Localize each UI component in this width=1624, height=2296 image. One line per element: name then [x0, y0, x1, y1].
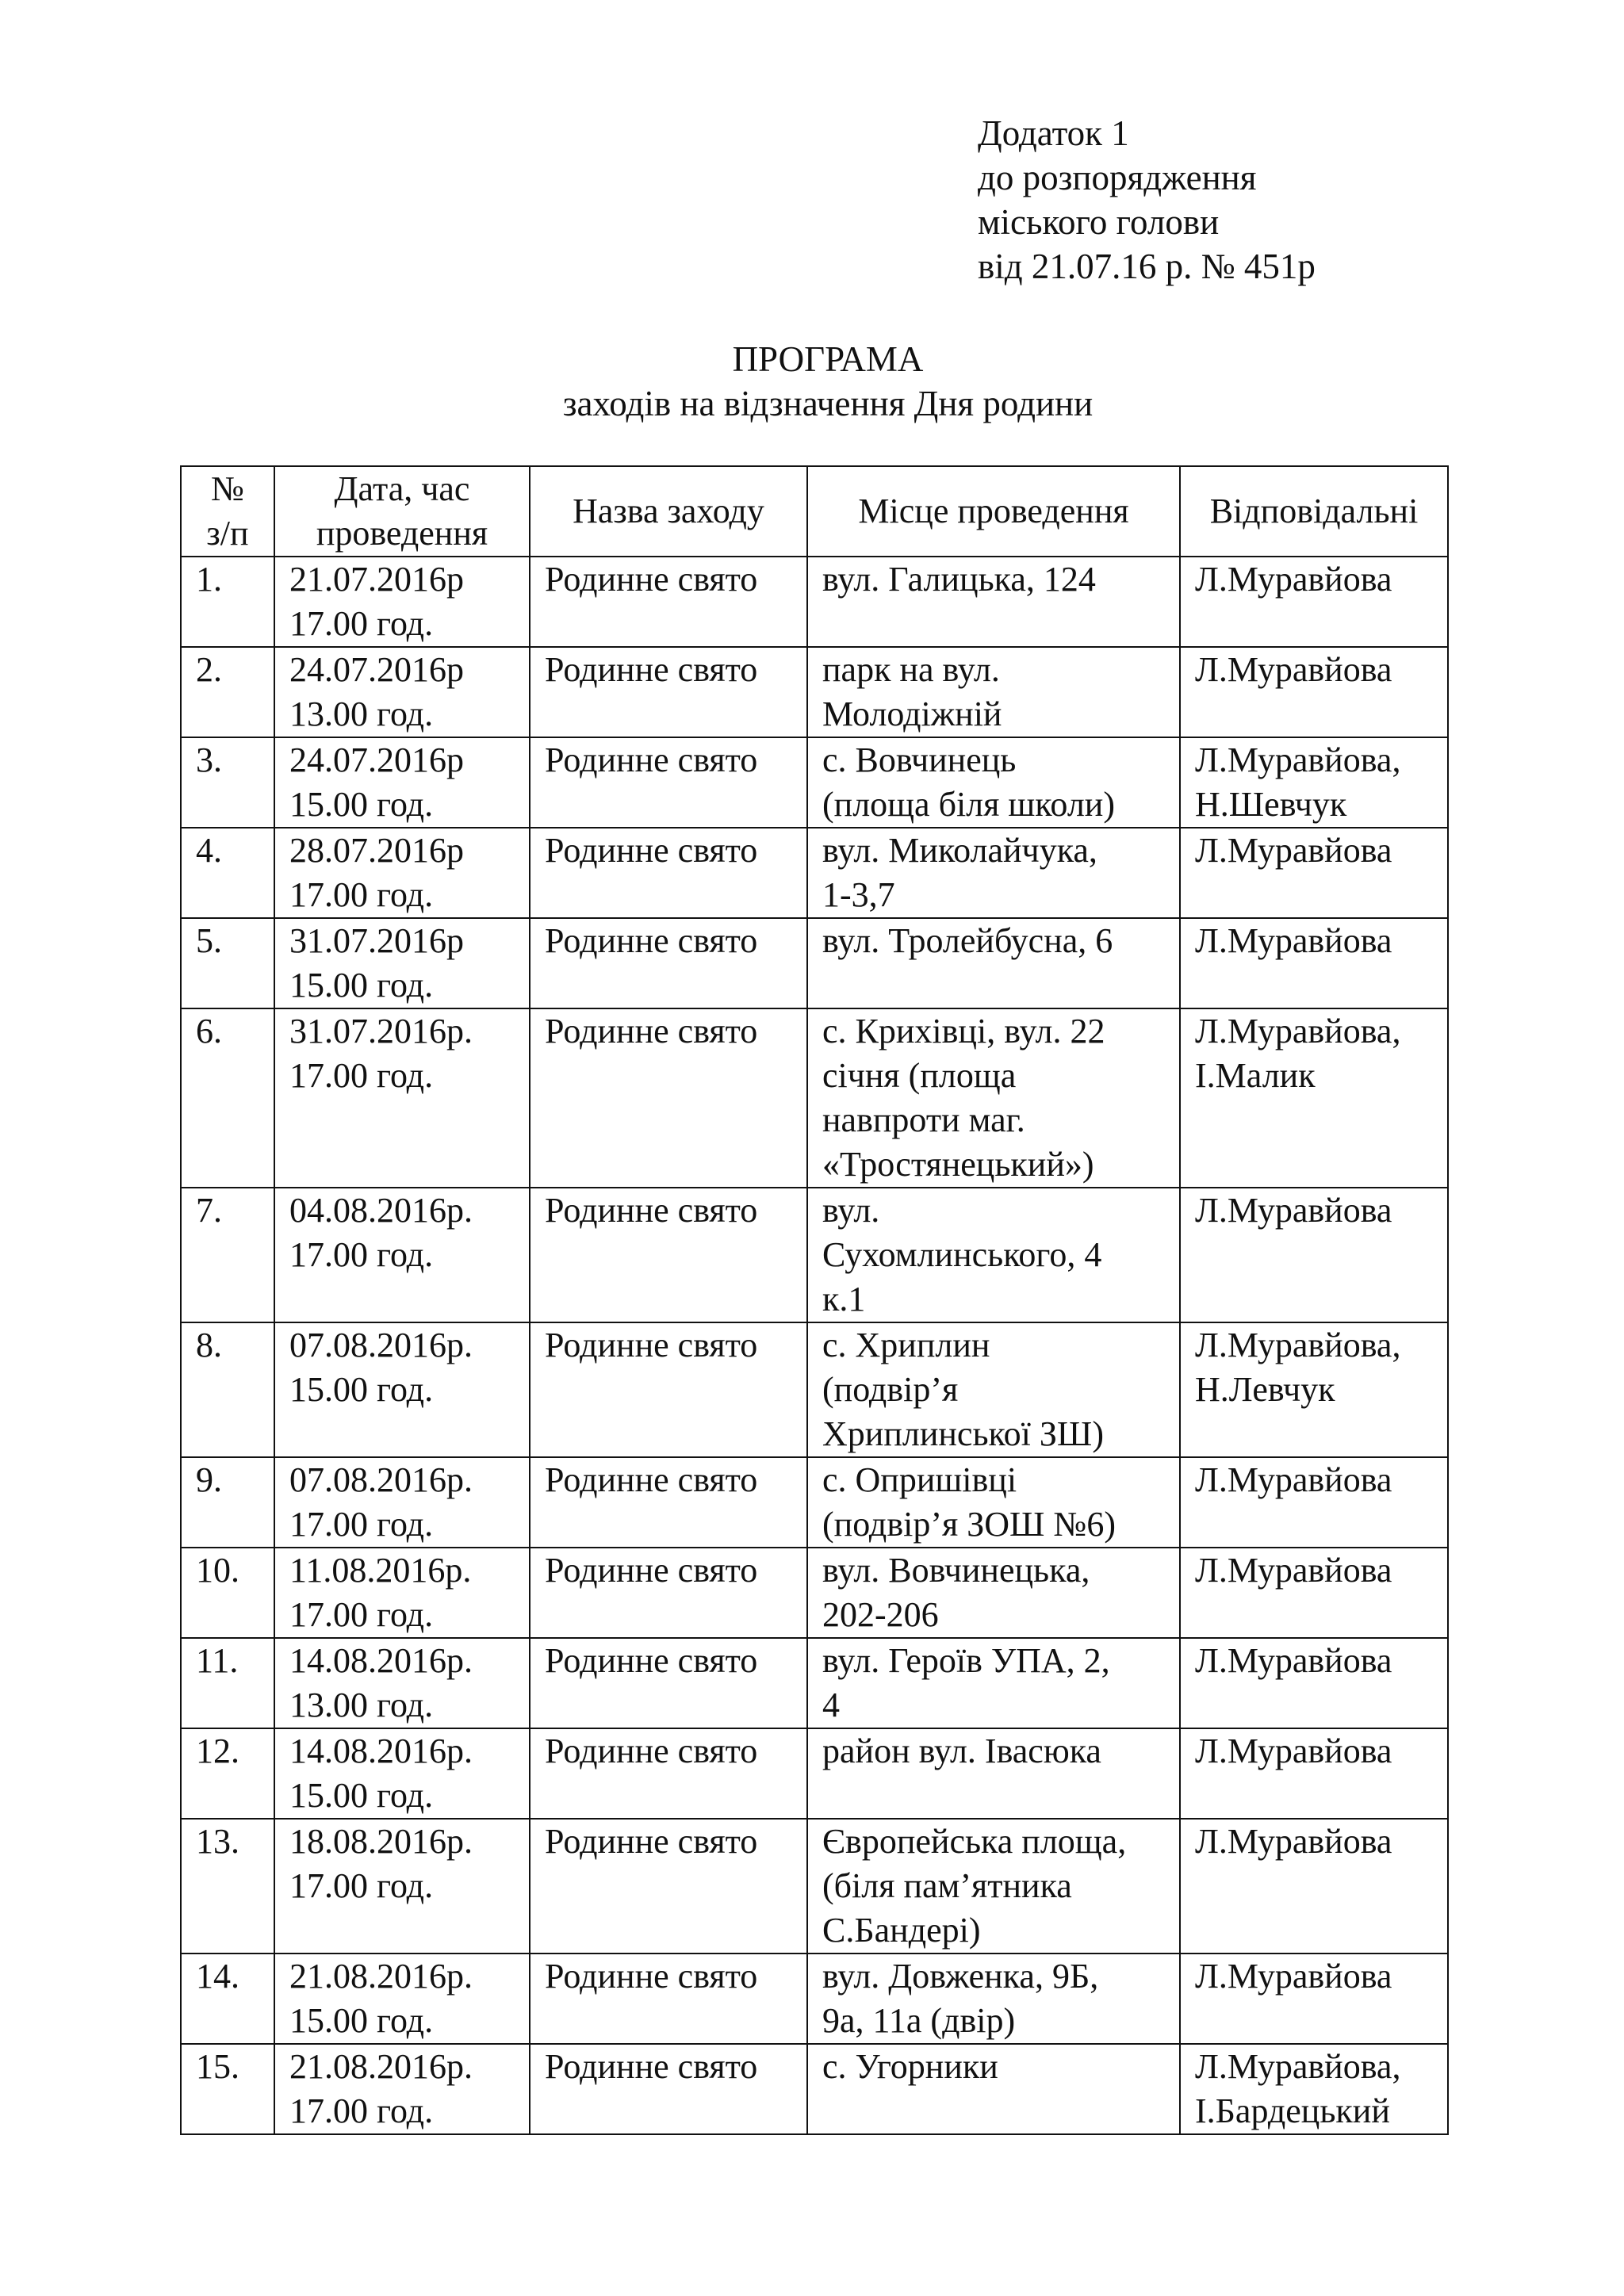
event-time: 17.00 год. [289, 2091, 434, 2130]
cell-event-name [530, 737, 807, 828]
cell-place [807, 647, 1180, 737]
cell-event-name [530, 1728, 807, 1819]
table-row [181, 647, 1448, 737]
place-line: (подвір’я ЗОШ №6) [822, 1505, 1116, 1544]
table-row [181, 918, 1448, 1008]
place-line: Молодіжній [822, 695, 1002, 733]
cell-date-time [274, 557, 530, 647]
responsible-line: Л.Муравйова, [1195, 1326, 1401, 1364]
event-date: 21.08.2016р. [289, 2047, 473, 2086]
event-date: 21.07.2016р [289, 560, 464, 599]
cell-place [807, 1638, 1180, 1728]
place-line: вул. [822, 1191, 880, 1230]
event-time: 17.00 год. [289, 604, 434, 643]
event-date: 21.08.2016р. [289, 1957, 473, 1996]
header-date [274, 466, 530, 557]
program-table [180, 465, 1449, 2135]
place-line: к.1 [822, 1280, 866, 1318]
title-main: ПРОГРАМА [732, 339, 924, 379]
table-row [181, 1954, 1448, 2044]
table-body [181, 557, 1448, 2134]
table-row [181, 1728, 1448, 1819]
cell-num [181, 1638, 274, 1728]
title-subtitle: заходів на відзначення Дня родини [562, 384, 1094, 423]
cell-date-time [274, 1457, 530, 1548]
cell-num [181, 1548, 274, 1638]
cell-place [807, 1188, 1180, 1322]
row-number: 4. [196, 831, 222, 870]
table-row [181, 1638, 1448, 1728]
cell-responsible [1180, 1322, 1448, 1457]
cell-date-time [274, 1819, 530, 1954]
responsible-line: Л.Муравйова [1195, 1732, 1392, 1770]
event-date: 24.07.2016р [289, 740, 464, 779]
event-name: Родинне свято [545, 1641, 758, 1680]
place-line: січня (площа [822, 1056, 1017, 1095]
table-row [181, 1188, 1448, 1322]
cell-responsible [1180, 1457, 1448, 1548]
cell-event-name [530, 918, 807, 1008]
cell-responsible [1180, 737, 1448, 828]
cell-date-time [274, 2044, 530, 2134]
responsible-line: І.Бардецький [1195, 2091, 1390, 2130]
cell-place [807, 1457, 1180, 1548]
event-name: Родинне свято [545, 1326, 758, 1364]
responsible-line: Н.Левчук [1195, 1370, 1335, 1409]
event-time: 17.00 год. [289, 1505, 434, 1544]
cell-event-name [530, 1819, 807, 1954]
table-header-row [181, 466, 1448, 557]
row-number: 9. [196, 1460, 222, 1499]
cell-place [807, 557, 1180, 647]
cell-place [807, 1322, 1180, 1457]
cell-responsible [1180, 918, 1448, 1008]
place-line: с. Вовчинець [822, 740, 1017, 779]
cell-place [807, 828, 1180, 918]
cell-date-time [274, 1548, 530, 1638]
cell-place [807, 918, 1180, 1008]
event-time: 17.00 год. [289, 1595, 434, 1634]
cell-place [807, 1819, 1180, 1954]
event-time: 15.00 год. [289, 1370, 434, 1409]
place-line: С.Бандері) [822, 1911, 981, 1950]
event-date: 28.07.2016р [289, 831, 464, 870]
responsible-line: Л.Муравйова [1195, 1191, 1392, 1230]
row-number: 6. [196, 1012, 222, 1050]
cell-date-time [274, 918, 530, 1008]
responsible-line: Л.Муравйова, [1195, 740, 1401, 779]
row-number: 1. [196, 560, 222, 599]
event-date: 14.08.2016р. [289, 1641, 473, 1680]
event-name: Родинне свято [545, 650, 758, 689]
event-date: 07.08.2016р. [289, 1326, 473, 1364]
event-time: 13.00 год. [289, 695, 434, 733]
event-date: 31.07.2016р [289, 921, 464, 960]
cell-event-name [530, 1457, 807, 1548]
responsible-line: Л.Муравйова [1195, 1641, 1392, 1680]
event-time: 15.00 год. [289, 1776, 434, 1815]
cell-num [181, 557, 274, 647]
cell-responsible [1180, 1008, 1448, 1188]
table-row [181, 1819, 1448, 1954]
row-number: 10. [196, 1551, 239, 1590]
responsible-line: Л.Муравйова [1195, 1957, 1392, 1996]
place-line: (біля пам’ятника [822, 1866, 1072, 1905]
place-line: вул. Героїв УПА, 2, [822, 1641, 1110, 1680]
place-line: навпроти маг. [822, 1100, 1025, 1139]
cell-event-name [530, 1322, 807, 1457]
cell-place [807, 1008, 1180, 1188]
place-line: 202-206 [822, 1595, 939, 1634]
cell-event-name [530, 557, 807, 647]
responsible-line: Л.Муравйова, [1195, 2047, 1401, 2086]
event-time: 17.00 год. [289, 1866, 434, 1905]
cell-responsible [1180, 2044, 1448, 2134]
responsible-line: Л.Муравйова, [1195, 1012, 1401, 1050]
cell-date-time [274, 1008, 530, 1188]
responsible-line: Л.Муравйова [1195, 650, 1392, 689]
header-date-line-2: проведення [316, 514, 488, 553]
event-time: 15.00 год. [289, 966, 434, 1004]
row-number: 12. [196, 1732, 239, 1770]
table-row [181, 1008, 1448, 1188]
event-time: 17.00 год. [289, 1235, 434, 1274]
responsible-line: Л.Муравйова [1195, 831, 1392, 870]
header-date-line-1: Дата, час [334, 469, 470, 508]
header-name: Назва заходу [530, 466, 807, 557]
table-row [181, 1457, 1448, 1548]
place-line: с. Хриплин [822, 1326, 990, 1364]
event-date: 07.08.2016р. [289, 1460, 473, 1499]
table-row [181, 2044, 1448, 2134]
place-line: с. Угорники [822, 2047, 998, 2086]
cell-date-time [274, 828, 530, 918]
cell-date-time [274, 1322, 530, 1457]
place-line: с. Опришівці [822, 1460, 1017, 1499]
event-name: Родинне свято [545, 560, 758, 599]
event-date: 31.07.2016р. [289, 1012, 473, 1050]
event-date: 11.08.2016р. [289, 1551, 472, 1590]
event-name: Родинне свято [545, 1732, 758, 1770]
place-line: вул. Миколайчука, [822, 831, 1097, 870]
event-time: 17.00 год. [289, 875, 434, 914]
cell-event-name [530, 1548, 807, 1638]
place-line: 1-3,7 [822, 875, 895, 914]
cell-event-name [530, 647, 807, 737]
event-name: Родинне свято [545, 921, 758, 960]
cell-responsible [1180, 1548, 1448, 1638]
table-row [181, 1548, 1448, 1638]
responsible-line: І.Малик [1195, 1056, 1316, 1095]
annex-line-1: Додаток 1 [978, 113, 1129, 153]
cell-num [181, 1457, 274, 1548]
cell-event-name [530, 1954, 807, 2044]
responsible-line: Л.Муравйова [1195, 921, 1392, 960]
cell-event-name [530, 1008, 807, 1188]
annex-line-3: міського голови [978, 202, 1220, 242]
header-num-line-2: з/п [206, 514, 249, 553]
cell-date-time [274, 1954, 530, 2044]
place-line: район вул. Івасюка [822, 1732, 1101, 1770]
responsible-line: Л.Муравйова [1195, 1551, 1392, 1590]
header-num [181, 466, 274, 557]
annex-line-4: від 21.07.16 р. № 451р [978, 247, 1316, 286]
event-name: Родинне свято [545, 1191, 758, 1230]
cell-place [807, 1954, 1180, 2044]
table-row [181, 737, 1448, 828]
event-date: 18.08.2016р. [289, 1822, 473, 1861]
cell-responsible [1180, 1954, 1448, 2044]
cell-event-name [530, 1638, 807, 1728]
event-name: Родинне свято [545, 2047, 758, 2086]
cell-num [181, 828, 274, 918]
row-number: 13. [196, 1822, 239, 1861]
cell-place [807, 1728, 1180, 1819]
row-number: 8. [196, 1326, 222, 1364]
row-number: 15. [196, 2047, 239, 2086]
cell-responsible [1180, 1819, 1448, 1954]
place-line: вул. Довженка, 9Б, [822, 1957, 1099, 1996]
cell-date-time [274, 1188, 530, 1322]
place-line: (подвір’я [822, 1370, 959, 1409]
responsible-line: Л.Муравйова [1195, 1460, 1392, 1499]
cell-num [181, 1819, 274, 1954]
row-number: 2. [196, 650, 222, 689]
cell-place [807, 1548, 1180, 1638]
cell-num [181, 1188, 274, 1322]
event-time: 15.00 год. [289, 2001, 434, 2040]
place-line: «Тростянецький») [822, 1145, 1094, 1184]
event-time: 17.00 год. [289, 1056, 434, 1095]
responsible-line: Л.Муравйова [1195, 560, 1392, 599]
table-row [181, 828, 1448, 918]
place-line: вул. Вовчинецька, [822, 1551, 1090, 1590]
cell-num [181, 1322, 274, 1457]
event-date: 04.08.2016р. [289, 1191, 473, 1230]
annex-line-2: до розпорядження [978, 158, 1257, 197]
event-date: 14.08.2016р. [289, 1732, 473, 1770]
place-line: (площа біля школи) [822, 785, 1115, 824]
event-date: 24.07.2016р [289, 650, 464, 689]
cell-num [181, 1728, 274, 1819]
cell-num [181, 737, 274, 828]
document-title [0, 337, 1624, 426]
event-name: Родинне свято [545, 1012, 758, 1050]
event-name: Родинне свято [545, 1551, 758, 1590]
responsible-line: Н.Шевчук [1195, 785, 1347, 824]
cell-date-time [274, 1638, 530, 1728]
place-line: парк на вул. [822, 650, 1000, 689]
annex-block [978, 111, 1316, 289]
cell-date-time [274, 647, 530, 737]
cell-responsible [1180, 1728, 1448, 1819]
place-line: Хриплинської ЗШ) [822, 1414, 1104, 1453]
header-place: Місце проведення [807, 466, 1180, 557]
cell-num [181, 1954, 274, 2044]
cell-event-name [530, 2044, 807, 2134]
cell-responsible [1180, 1638, 1448, 1728]
table-row [181, 1322, 1448, 1457]
place-line: с. Крихівці, вул. 22 [822, 1012, 1105, 1050]
cell-num [181, 647, 274, 737]
cell-responsible [1180, 1188, 1448, 1322]
event-name: Родинне свято [545, 740, 758, 779]
row-number: 5. [196, 921, 222, 960]
event-name: Родинне свято [545, 1822, 758, 1861]
header-num-line-1: № [211, 469, 244, 508]
cell-responsible [1180, 647, 1448, 737]
cell-num [181, 918, 274, 1008]
place-line: 9а, 11а (двір) [822, 2001, 1016, 2040]
cell-event-name [530, 1188, 807, 1322]
event-time: 13.00 год. [289, 1686, 434, 1724]
cell-num [181, 2044, 274, 2134]
cell-event-name [530, 828, 807, 918]
place-line: Сухомлинського, 4 [822, 1235, 1102, 1274]
cell-place [807, 737, 1180, 828]
row-number: 3. [196, 740, 222, 779]
table-row [181, 557, 1448, 647]
event-name: Родинне свято [545, 1460, 758, 1499]
header-responsible: Відповідальні [1180, 466, 1448, 557]
row-number: 14. [196, 1957, 239, 1996]
event-name: Родинне свято [545, 1957, 758, 1996]
cell-date-time [274, 1728, 530, 1819]
cell-place [807, 2044, 1180, 2134]
place-line: Європейська площа, [822, 1822, 1127, 1861]
place-line: вул. Тролейбусна, 6 [822, 921, 1113, 960]
row-number: 7. [196, 1191, 222, 1230]
event-time: 15.00 год. [289, 785, 434, 824]
place-line: вул. Галицька, 124 [822, 560, 1096, 599]
cell-date-time [274, 737, 530, 828]
cell-responsible [1180, 557, 1448, 647]
event-name: Родинне свято [545, 831, 758, 870]
cell-responsible [1180, 828, 1448, 918]
cell-num [181, 1008, 274, 1188]
row-number: 11. [196, 1641, 239, 1680]
responsible-line: Л.Муравйова [1195, 1822, 1392, 1861]
place-line: 4 [822, 1686, 840, 1724]
